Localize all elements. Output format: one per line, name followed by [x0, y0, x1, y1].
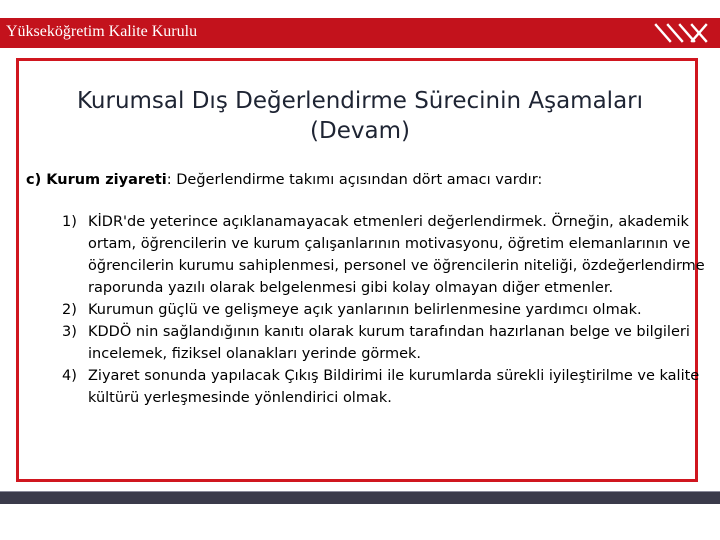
list-item-number: 2) [62, 302, 77, 318]
page-title [24, 86, 696, 146]
list-item [62, 321, 708, 365]
list-item-text: KİDR'de yeterince açıklanamayacak etmenleri değerlendirmek. Örneğin, akademik ortam, öğrencilerin ve kurum çalışanlarının motivasyonu, öğretim elemanlarının ve öğrencilerin kurumu sahiplenmesi, personel ve öğrencilerin niteliği, özdeğerlendirme raporunda yazılı olarak belgelenmesi gibi kolay olmayan diğer etmenler. [88, 214, 705, 296]
list-item [62, 365, 708, 409]
list-item-text: Kurumun güçlü ve gelişmeye açık yanlarının belirlenmesine yardımcı olmak. [88, 302, 642, 318]
list-item-number: 4) [62, 368, 77, 384]
list-item-text: Ziyaret sonunda yapılacak Çıkış Bildirimi ile kurumlarda sürekli iyileştirilme ve kalite kültürü yerleşmesinde yönlendirici olmak. [88, 368, 700, 406]
aims-list [62, 211, 708, 409]
yok-logo-icon [652, 21, 710, 45]
organization-name: Yükseköğretim Kalite Kurulu [6, 23, 198, 40]
list-item [62, 299, 708, 321]
list-item [62, 211, 708, 299]
list-item-number: 1) [62, 214, 77, 230]
footer-bar [0, 491, 720, 504]
section-subtitle [26, 172, 696, 188]
list-item-number: 3) [62, 324, 77, 340]
header-bar [0, 18, 720, 48]
list-item-text: KDDÖ nin sağlandığının kanıtı olarak kurum tarafından hazırlanan belge ve bilgileri incelemek, fiziksel olanakları yerinde görmek. [88, 324, 690, 362]
subtitle-bold: c) Kurum ziyareti [26, 172, 167, 188]
subtitle-rest: : Değerlendirme takımı açısından dört amacı vardır: [166, 172, 543, 188]
title-line-2: (Devam) [310, 118, 410, 144]
title-line-1: Kurumsal Dış Değerlendirme Sürecinin Aşamaları [76, 88, 644, 114]
